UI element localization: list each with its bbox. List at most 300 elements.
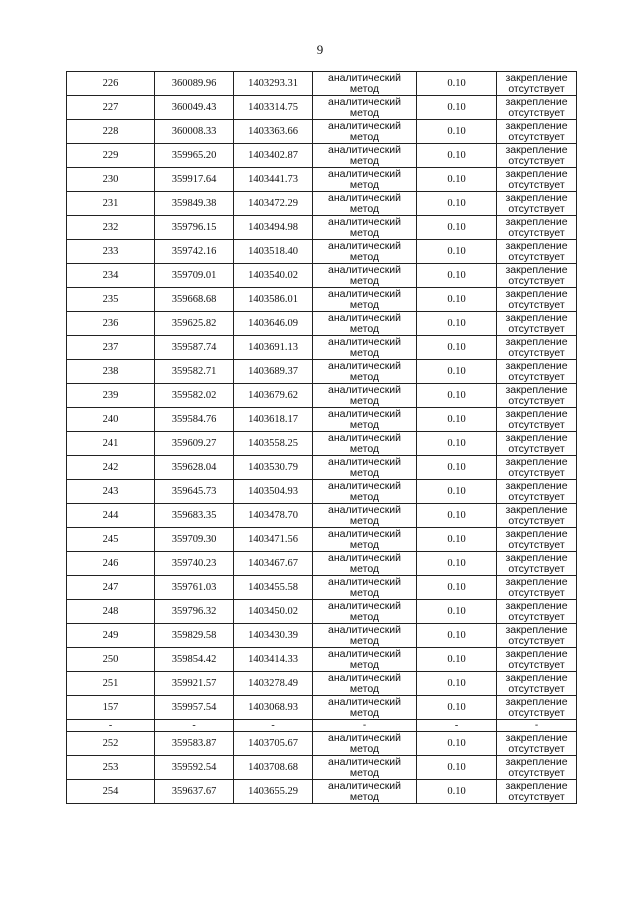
fixing-line-2: отсутствует — [508, 346, 565, 359]
y-coordinate-cell: 1403441.73 — [234, 168, 313, 192]
method-line-2: метод — [349, 442, 380, 455]
y-coordinate-cell: 1403467.67 — [234, 552, 313, 576]
method-cell — [313, 384, 417, 408]
fixing-line-2: отсутствует — [508, 274, 565, 287]
fixing-cell — [497, 624, 577, 648]
method-line-1: аналитический — [327, 239, 402, 252]
x-coordinate-cell: 359796.15 — [155, 216, 234, 240]
accuracy-cell: 0.10 — [417, 624, 497, 648]
point-number-cell: 226 — [67, 72, 155, 96]
fixing-line-2: отсутствует — [508, 658, 565, 671]
method-line-1: аналитический — [327, 143, 402, 156]
method-line-2: метод — [349, 634, 380, 647]
fixing-line-2: отсутствует — [508, 130, 565, 143]
y-coordinate-cell: 1403402.87 — [234, 144, 313, 168]
method-cell — [313, 168, 417, 192]
point-number-cell: 250 — [67, 648, 155, 672]
point-number-cell: 239 — [67, 384, 155, 408]
fixing-line-1: закрепление — [505, 239, 568, 252]
y-coordinate-cell: 1403689.37 — [234, 360, 313, 384]
method-cell — [313, 336, 417, 360]
fixing-cell — [497, 72, 577, 96]
method-line-1: аналитический — [327, 623, 402, 636]
fixing-line-1: закрепление — [505, 167, 568, 180]
method-cell — [313, 216, 417, 240]
accuracy-cell: 0.10 — [417, 480, 497, 504]
fixing-cell — [497, 216, 577, 240]
fixing-line-1: закрепление — [505, 455, 568, 468]
table-row — [67, 696, 577, 720]
x-coordinate-cell: 359709.01 — [155, 264, 234, 288]
point-number-cell: 251 — [67, 672, 155, 696]
table-row — [67, 312, 577, 336]
method-line-2: метод — [349, 346, 380, 359]
x-coordinate-cell: 359637.67 — [155, 780, 234, 804]
point-number-cell: 241 — [67, 432, 155, 456]
method-line-2: метод — [349, 322, 380, 335]
fixing-line-1: закрепление — [505, 731, 568, 744]
coordinates-table — [66, 71, 577, 804]
accuracy-cell: 0.10 — [417, 120, 497, 144]
method-line-2: метод — [349, 274, 380, 287]
fixing-line-2: отсутствует — [508, 82, 565, 95]
point-number-cell: 252 — [67, 732, 155, 756]
method-line-1: аналитический — [327, 263, 402, 276]
method-cell — [313, 696, 417, 720]
point-number-cell: 235 — [67, 288, 155, 312]
x-coordinate-cell: 359592.54 — [155, 756, 234, 780]
fixing-line-2: отсутствует — [508, 370, 565, 383]
fixing-line-2: отсутствует — [508, 634, 565, 647]
table-row — [67, 480, 577, 504]
fixing-cell — [497, 192, 577, 216]
method-line-1: аналитический — [327, 503, 402, 516]
method-line-1: аналитический — [327, 335, 402, 348]
x-coordinate-cell: 359965.20 — [155, 144, 234, 168]
fixing-cell — [497, 504, 577, 528]
fixing-cell — [497, 480, 577, 504]
y-coordinate-cell: 1403518.40 — [234, 240, 313, 264]
fixing-line-1: закрепление — [505, 575, 568, 588]
table-row — [67, 192, 577, 216]
table-row — [67, 648, 577, 672]
method-line-1: - — [362, 719, 367, 731]
method-line-1: аналитический — [327, 551, 402, 564]
accuracy-cell: 0.10 — [417, 360, 497, 384]
y-coordinate-cell: 1403655.29 — [234, 780, 313, 804]
point-number-cell: 228 — [67, 120, 155, 144]
accuracy-cell: 0.10 — [417, 756, 497, 780]
fixing-cell — [497, 552, 577, 576]
table-row — [67, 528, 577, 552]
x-coordinate-cell: 359957.54 — [155, 696, 234, 720]
table-row — [67, 144, 577, 168]
accuracy-cell: 0.10 — [417, 72, 497, 96]
y-coordinate-cell: 1403708.68 — [234, 756, 313, 780]
method-cell — [313, 144, 417, 168]
point-number-cell: 236 — [67, 312, 155, 336]
fixing-cell — [497, 408, 577, 432]
method-line-1: аналитический — [327, 695, 402, 708]
method-cell — [313, 672, 417, 696]
x-coordinate-cell: - — [155, 720, 234, 732]
accuracy-cell: 0.10 — [417, 528, 497, 552]
fixing-cell — [497, 528, 577, 552]
method-line-1: аналитический — [327, 191, 402, 204]
fixing-line-1: закрепление — [505, 263, 568, 276]
method-cell — [313, 96, 417, 120]
table-row — [67, 288, 577, 312]
fixing-line-2: отсутствует — [508, 742, 565, 755]
y-coordinate-cell: 1403472.29 — [234, 192, 313, 216]
x-coordinate-cell: 359584.76 — [155, 408, 234, 432]
point-number-cell: 253 — [67, 756, 155, 780]
point-number-cell: 230 — [67, 168, 155, 192]
method-line-2: метод — [349, 226, 380, 239]
page-number: 9 — [316, 42, 324, 57]
accuracy-cell: 0.10 — [417, 408, 497, 432]
method-cell — [313, 600, 417, 624]
fixing-line-2: отсутствует — [508, 790, 565, 803]
fixing-line-2: отсутствует — [508, 466, 565, 479]
table-row — [67, 360, 577, 384]
method-line-1: аналитический — [327, 479, 402, 492]
fixing-line-2: отсутствует — [508, 562, 565, 575]
table-row — [67, 216, 577, 240]
fixing-line-2: отсутствует — [508, 178, 565, 191]
method-cell — [313, 192, 417, 216]
x-coordinate-cell: 359917.64 — [155, 168, 234, 192]
fixing-line-2: отсутствует — [508, 610, 565, 623]
y-coordinate-cell: 1403430.39 — [234, 624, 313, 648]
point-number-cell: 248 — [67, 600, 155, 624]
y-coordinate-cell: 1403586.01 — [234, 288, 313, 312]
method-line-2: метод — [349, 658, 380, 671]
fixing-line-2: отсутствует — [508, 538, 565, 551]
fixing-line-1: закрепление — [505, 671, 568, 684]
method-line-2: метод — [349, 682, 380, 695]
fixing-line-2: отсутствует — [508, 154, 565, 167]
method-line-1: аналитический — [327, 431, 402, 444]
table-row — [67, 336, 577, 360]
fixing-line-1: закрепление — [505, 479, 568, 492]
y-coordinate-cell: 1403646.09 — [234, 312, 313, 336]
point-number-cell: 247 — [67, 576, 155, 600]
y-coordinate-cell: 1403618.17 — [234, 408, 313, 432]
method-line-1: аналитический — [327, 575, 402, 588]
method-line-2: метод — [349, 250, 380, 263]
fixing-line-2: отсутствует — [508, 586, 565, 599]
point-number-cell: 233 — [67, 240, 155, 264]
y-coordinate-cell: 1403414.33 — [234, 648, 313, 672]
fixing-line-2: отсутствует — [508, 226, 565, 239]
y-coordinate-cell: 1403504.93 — [234, 480, 313, 504]
fixing-line-1: закрепление — [505, 755, 568, 768]
x-coordinate-cell: 359587.74 — [155, 336, 234, 360]
y-coordinate-cell: 1403471.56 — [234, 528, 313, 552]
method-cell — [313, 456, 417, 480]
x-coordinate-cell: 359742.16 — [155, 240, 234, 264]
accuracy-cell: 0.10 — [417, 216, 497, 240]
accuracy-cell: 0.10 — [417, 432, 497, 456]
fixing-line-1: закрепление — [505, 695, 568, 708]
accuracy-cell: 0.10 — [417, 144, 497, 168]
y-coordinate-cell: 1403530.79 — [234, 456, 313, 480]
fixing-cell — [497, 648, 577, 672]
method-cell — [313, 756, 417, 780]
method-cell — [313, 264, 417, 288]
x-coordinate-cell: 359854.42 — [155, 648, 234, 672]
fixing-line-1: - — [534, 719, 539, 731]
table-row — [67, 408, 577, 432]
fixing-line-2: отсутствует — [508, 106, 565, 119]
point-number-cell: 244 — [67, 504, 155, 528]
accuracy-cell: 0.10 — [417, 648, 497, 672]
fixing-cell — [497, 432, 577, 456]
table-row — [67, 756, 577, 780]
method-line-1: аналитический — [327, 215, 402, 228]
accuracy-cell: 0.10 — [417, 312, 497, 336]
table-row — [67, 780, 577, 804]
method-line-2: метод — [349, 394, 380, 407]
fixing-cell — [497, 696, 577, 720]
method-cell — [313, 720, 417, 732]
method-cell — [313, 528, 417, 552]
table-row — [67, 72, 577, 96]
fixing-cell — [497, 576, 577, 600]
fixing-cell — [497, 264, 577, 288]
table-row — [67, 384, 577, 408]
point-number-cell: 231 — [67, 192, 155, 216]
method-cell — [313, 408, 417, 432]
method-line-1: аналитический — [327, 95, 402, 108]
fixing-line-2: отсутствует — [508, 766, 565, 779]
method-line-2: метод — [349, 466, 380, 479]
fixing-cell — [497, 312, 577, 336]
method-line-1: аналитический — [327, 167, 402, 180]
y-coordinate-cell: 1403455.58 — [234, 576, 313, 600]
fixing-line-2: отсутствует — [508, 706, 565, 719]
fixing-cell — [497, 780, 577, 804]
accuracy-cell: - — [417, 720, 497, 732]
fixing-cell — [497, 288, 577, 312]
y-coordinate-cell: 1403293.31 — [234, 72, 313, 96]
fixing-line-1: закрепление — [505, 143, 568, 156]
method-cell — [313, 576, 417, 600]
method-line-2: метод — [349, 106, 380, 119]
point-number-cell: 240 — [67, 408, 155, 432]
fixing-line-1: закрепление — [505, 95, 568, 108]
fixing-line-1: закрепление — [505, 119, 568, 132]
fixing-line-2: отсутствует — [508, 202, 565, 215]
fixing-cell — [497, 168, 577, 192]
method-line-1: аналитический — [327, 71, 402, 84]
y-coordinate-cell: 1403691.13 — [234, 336, 313, 360]
fixing-line-2: отсутствует — [508, 442, 565, 455]
method-cell — [313, 120, 417, 144]
fixing-line-2: отсутствует — [508, 418, 565, 431]
x-coordinate-cell: 359683.35 — [155, 504, 234, 528]
fixing-line-1: закрепление — [505, 191, 568, 204]
fixing-line-1: закрепление — [505, 599, 568, 612]
fixing-line-2: отсутствует — [508, 682, 565, 695]
table-row — [67, 120, 577, 144]
point-number-cell: 232 — [67, 216, 155, 240]
accuracy-cell: 0.10 — [417, 336, 497, 360]
point-number-cell: 238 — [67, 360, 155, 384]
fixing-cell — [497, 720, 577, 732]
fixing-line-1: закрепление — [505, 311, 568, 324]
method-cell — [313, 360, 417, 384]
accuracy-cell: 0.10 — [417, 168, 497, 192]
method-line-2: метод — [349, 298, 380, 311]
point-number-cell: - — [67, 720, 155, 732]
method-cell — [313, 432, 417, 456]
accuracy-cell: 0.10 — [417, 696, 497, 720]
point-number-cell: 237 — [67, 336, 155, 360]
fixing-cell — [497, 96, 577, 120]
table-row — [67, 432, 577, 456]
method-line-2: метод — [349, 790, 380, 803]
table-row — [67, 456, 577, 480]
x-coordinate-cell: 359628.04 — [155, 456, 234, 480]
method-line-1: аналитический — [327, 755, 402, 768]
fixing-line-1: закрепление — [505, 503, 568, 516]
accuracy-cell: 0.10 — [417, 732, 497, 756]
point-number-cell: 242 — [67, 456, 155, 480]
accuracy-cell: 0.10 — [417, 384, 497, 408]
accuracy-cell: 0.10 — [417, 96, 497, 120]
y-coordinate-cell: 1403068.93 — [234, 696, 313, 720]
method-cell — [313, 480, 417, 504]
x-coordinate-cell: 360049.43 — [155, 96, 234, 120]
x-coordinate-cell: 359761.03 — [155, 576, 234, 600]
fixing-line-1: закрепление — [505, 215, 568, 228]
fixing-line-1: закрепление — [505, 335, 568, 348]
fixing-cell — [497, 144, 577, 168]
fixing-line-2: отсутствует — [508, 394, 565, 407]
fixing-line-2: отсутствует — [508, 298, 565, 311]
method-line-2: метод — [349, 178, 380, 191]
accuracy-cell: 0.10 — [417, 456, 497, 480]
y-coordinate-cell: 1403705.67 — [234, 732, 313, 756]
method-cell — [313, 648, 417, 672]
x-coordinate-cell: 359849.38 — [155, 192, 234, 216]
method-cell — [313, 504, 417, 528]
fixing-line-2: отсутствует — [508, 322, 565, 335]
y-coordinate-cell: - — [234, 720, 313, 732]
accuracy-cell: 0.10 — [417, 264, 497, 288]
method-cell — [313, 288, 417, 312]
method-line-2: метод — [349, 766, 380, 779]
method-line-2: метод — [349, 610, 380, 623]
y-coordinate-cell: 1403478.70 — [234, 504, 313, 528]
method-line-1: аналитический — [327, 287, 402, 300]
method-line-1: аналитический — [327, 779, 402, 792]
x-coordinate-cell: 359582.71 — [155, 360, 234, 384]
accuracy-cell: 0.10 — [417, 672, 497, 696]
fixing-cell — [497, 732, 577, 756]
fixing-cell — [497, 600, 577, 624]
y-coordinate-cell: 1403679.62 — [234, 384, 313, 408]
method-line-2: метод — [349, 514, 380, 527]
table-row — [67, 672, 577, 696]
table-row — [67, 576, 577, 600]
fixing-cell — [497, 336, 577, 360]
table-row — [67, 264, 577, 288]
method-cell — [313, 240, 417, 264]
method-line-1: аналитический — [327, 671, 402, 684]
y-coordinate-cell: 1403450.02 — [234, 600, 313, 624]
method-line-2: метод — [349, 202, 380, 215]
point-number-cell: 234 — [67, 264, 155, 288]
method-cell — [313, 780, 417, 804]
fixing-cell — [497, 456, 577, 480]
table-body — [67, 72, 577, 804]
method-line-2: метод — [349, 706, 380, 719]
point-number-cell: 227 — [67, 96, 155, 120]
method-cell — [313, 732, 417, 756]
table-row — [67, 552, 577, 576]
point-number-cell: 249 — [67, 624, 155, 648]
method-cell — [313, 624, 417, 648]
accuracy-cell: 0.10 — [417, 552, 497, 576]
fixing-line-1: закрепление — [505, 527, 568, 540]
x-coordinate-cell: 359625.82 — [155, 312, 234, 336]
table-row — [67, 504, 577, 528]
fixing-line-2: отсутствует — [508, 514, 565, 527]
point-number-cell: 245 — [67, 528, 155, 552]
fixing-cell — [497, 120, 577, 144]
method-line-1: аналитический — [327, 647, 402, 660]
method-cell — [313, 72, 417, 96]
method-line-2: метод — [349, 370, 380, 383]
table-row — [67, 240, 577, 264]
y-coordinate-cell: 1403314.75 — [234, 96, 313, 120]
y-coordinate-cell: 1403363.66 — [234, 120, 313, 144]
table-row — [67, 96, 577, 120]
method-line-1: аналитический — [327, 731, 402, 744]
method-line-2: метод — [349, 82, 380, 95]
accuracy-cell: 0.10 — [417, 504, 497, 528]
method-line-1: аналитический — [327, 407, 402, 420]
x-coordinate-cell: 359583.87 — [155, 732, 234, 756]
method-line-1: аналитический — [327, 383, 402, 396]
method-line-1: аналитический — [327, 359, 402, 372]
point-number-cell: 157 — [67, 696, 155, 720]
point-number-cell: 246 — [67, 552, 155, 576]
accuracy-cell: 0.10 — [417, 576, 497, 600]
accuracy-cell: 0.10 — [417, 780, 497, 804]
accuracy-cell: 0.10 — [417, 600, 497, 624]
method-line-2: метод — [349, 586, 380, 599]
fixing-line-1: закрепление — [505, 647, 568, 660]
x-coordinate-cell: 359740.23 — [155, 552, 234, 576]
fixing-line-1: закрепление — [505, 551, 568, 564]
method-line-2: метод — [349, 418, 380, 431]
x-coordinate-cell: 359709.30 — [155, 528, 234, 552]
fixing-cell — [497, 360, 577, 384]
method-line-2: метод — [349, 538, 380, 551]
fixing-line-1: закрепление — [505, 359, 568, 372]
table-row — [67, 624, 577, 648]
x-coordinate-cell: 359796.32 — [155, 600, 234, 624]
point-number-cell: 229 — [67, 144, 155, 168]
y-coordinate-cell: 1403558.25 — [234, 432, 313, 456]
fixing-line-1: закрепление — [505, 383, 568, 396]
method-cell — [313, 312, 417, 336]
fixing-line-1: закрепление — [505, 779, 568, 792]
